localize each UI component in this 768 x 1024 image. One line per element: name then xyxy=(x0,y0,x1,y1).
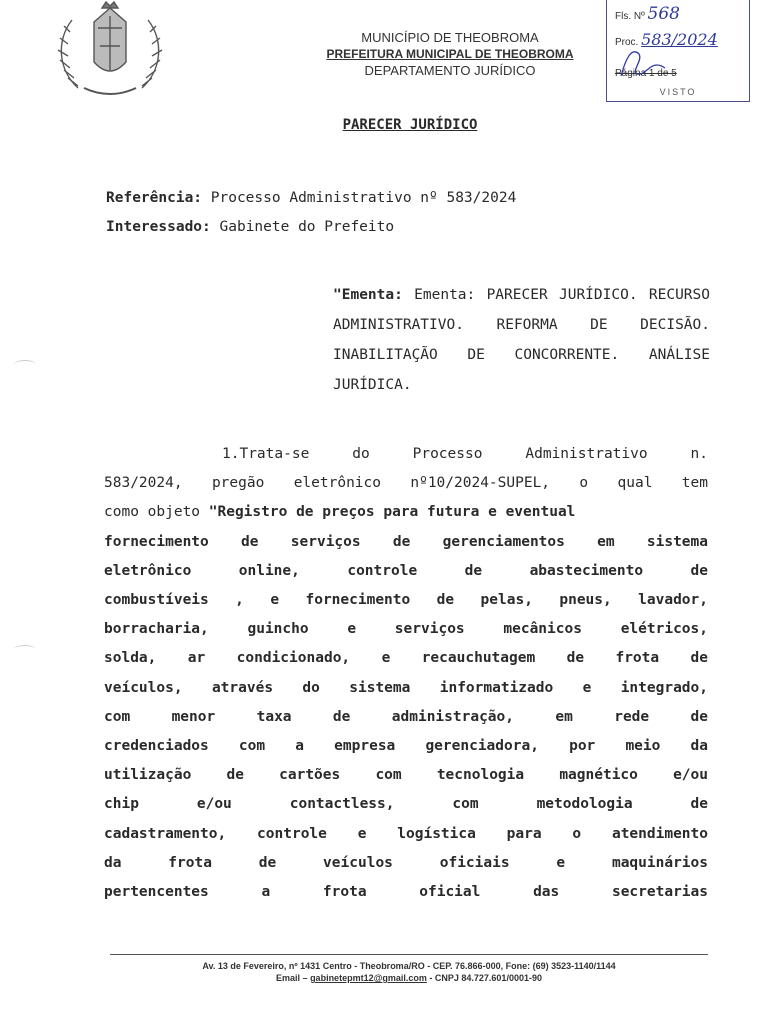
body-line: da frota de veículos oficiais e maquinários xyxy=(104,854,708,871)
body-line: combustíveis , e fornecimento de pelas, pneus, lavador, xyxy=(104,592,708,609)
reference-label: Referência: xyxy=(106,190,203,206)
ementa-text: Ementa: PARECER JURÍDICO. RECURSO ADMINISTRATIVO. REFORMA DE DECISÃO. INABILITAÇÃO DE CONCORRENTE. ANÁLISE JURÍDICA. xyxy=(333,287,710,393)
body-paragraph xyxy=(104,440,708,907)
ementa-block xyxy=(333,280,710,400)
body-line xyxy=(104,498,708,527)
letterhead xyxy=(300,30,600,79)
body-line: pertencentes a frota oficial das secretarias xyxy=(104,884,708,901)
body-line: credenciados com a empresa gerenciadora, por meio da xyxy=(104,738,708,755)
body-line: fornecimento de serviços de gerenciamentos em sistema xyxy=(104,533,708,550)
interested-line xyxy=(106,219,394,235)
proc-label: Proc. xyxy=(615,37,639,48)
reference-value: Processo Administrativo nº 583/2024 xyxy=(210,190,517,206)
body-line: 583/2024, pregão eletrônico nº10/2024-SUPEL, o qual tem xyxy=(104,475,708,492)
interested-value: Gabinete do Prefeito xyxy=(219,219,395,235)
scan-mark xyxy=(14,645,36,654)
scan-mark xyxy=(14,360,36,369)
proc-value: 583/2024 xyxy=(641,30,718,49)
email-link[interactable]: gabinetepmt12@gmail.com xyxy=(310,973,427,983)
body-line: utilização de cartões com tecnologia magnético e/ou xyxy=(104,767,708,784)
page-count: Página 1 de 5 xyxy=(615,68,677,79)
interested-label: Interessado: xyxy=(106,219,211,235)
visto-label: VISTO xyxy=(659,87,697,97)
footer-divider xyxy=(110,954,708,955)
ementa-label: "Ementa: xyxy=(333,287,403,303)
email-label: Email – xyxy=(276,973,308,983)
body-line: com menor taxa de administração, em rede de xyxy=(104,708,708,725)
prefecture-name: PREFEITURA MUNICIPAL DE THEOBROMA xyxy=(326,47,574,61)
fls-value: 568 xyxy=(647,4,680,24)
body-line: chip e/ou contactless, com metodologia de xyxy=(104,796,708,813)
body-line: veículos, através do sistema informatizado e integrado, xyxy=(104,679,708,696)
footer xyxy=(110,960,708,984)
municipality-name: MUNICÍPIO DE THEOBROMA xyxy=(361,30,539,45)
body-line: borracharia, guincho e serviços mecânicos elétricos, xyxy=(104,621,708,638)
object-quote-start: "Registro de preços para futura e eventual xyxy=(208,504,576,521)
document-title: PARECER JURÍDICO xyxy=(342,117,478,133)
body-line: eletrônico online, controle de abastecimento de xyxy=(104,562,708,579)
body-line: cadastramento, controle e logística para o atendimento xyxy=(104,825,708,842)
protocol-stamp xyxy=(606,0,750,102)
cnpj: - CNPJ 84.727.601/0001-90 xyxy=(429,973,542,983)
department-name: DEPARTAMENTO JURÍDICO xyxy=(364,63,536,78)
fls-label: Fls. Nº xyxy=(615,11,645,22)
footer-contact xyxy=(110,972,708,984)
signature xyxy=(617,46,677,82)
reference-line xyxy=(106,190,516,206)
municipal-crest-seal xyxy=(48,0,172,100)
body-text: como objeto xyxy=(104,504,209,521)
footer-address: Av. 13 de Fevereiro, nº 1431 Centro - Theobroma/RO - CEP. 76.866-000, Fone: (69) 3523-1140/1144 xyxy=(202,961,616,971)
body-line: solda, ar condicionado, e recauchutagem de frota de xyxy=(104,650,708,667)
body-line: 1.Trata-se do Processo Administrativo n. xyxy=(222,446,708,462)
